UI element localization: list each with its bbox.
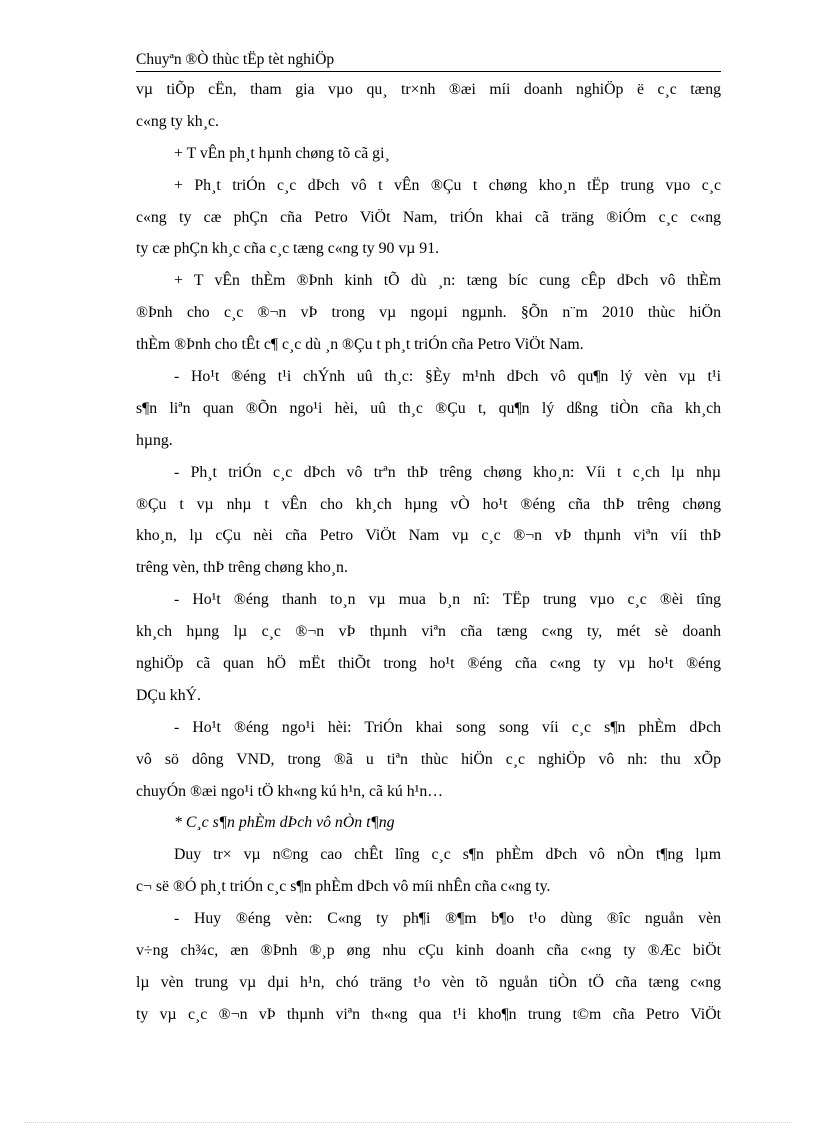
section-heading: * C¸c s¶n phÈm dÞch vô nÒn t¶ng xyxy=(174,814,395,832)
text-line: thÈm ®Þnh cho tÊt c¶ c¸c dù ¸n ®Çu t ph¸t triÓn cña Petro ViÖt Nam. xyxy=(136,336,584,354)
text-line: + T vÊn ph¸t hµnh chøng tõ cã gi¸ xyxy=(174,144,390,162)
text-line: DÇu khÝ. xyxy=(136,686,201,704)
text-line: kh¸ch hµng lµ c¸c ®¬n vÞ thµnh viªn cña tæng c«ng ty, mét sè doanh xyxy=(136,623,721,641)
text-line: - Ho¹t ®éng ngo¹i hèi: TriÓn khai song song víi c¸c s¶n phÈm dÞch xyxy=(174,718,721,736)
text-line: lµ vèn trung vµ dµi h¹n, chó träng t¹o vèn tõ nguån tiÒn tÖ cña tæng c«ng xyxy=(136,973,721,991)
text-line: chuyÓn ®æi ngo¹i tÖ kh«ng kú h¹n, cã kú h¹n… xyxy=(136,782,444,800)
text-line: kho¸n, lµ cÇu nèi cña Petro ViÖt Nam vµ c¸c ®¬n vÞ thµnh viªn víi thÞ xyxy=(136,527,721,545)
text-line: v÷ng ch¾c, æn ®Þnh ®¸p øng nhu cÇu kinh doanh cña c«ng ty ®Æc biÖt xyxy=(136,942,721,960)
text-line: ®Þnh cho c¸c ®¬n vÞ trong vµ ngoµi ngµnh. §Õn n¨m 2010 thùc hiÖn xyxy=(136,304,721,322)
text-line: s¶n liªn quan ®Õn ngo¹i hèi, uû th¸c ®Çu t, qu¶n lý dßng tiÒn cña kh¸ch xyxy=(136,399,721,417)
text-line: vµ tiÕp cËn, tham gia vµo qu¸ tr×nh ®æi míi doanh nghiÖp ë c¸c tæng xyxy=(136,81,721,98)
text-line: nghiÖp cã quan hÖ mËt thiÕt trong ho¹t ®éng cña c«ng ty vµ ho¹t ®éng xyxy=(136,655,721,673)
text-line: + T vÊn thÈm ®Þnh kinh tÕ dù ¸n: tæng bíc cung cÊp dÞch vô thÈm xyxy=(174,272,721,290)
text-line: vô sö dông VND, trong ®ã u tiªn thùc hiÖn c¸c nghiÖp vô nh: thu xÕp xyxy=(136,750,721,768)
text-line: Duy tr× vµ n©ng cao chÊt lîng c¸c s¶n phÈm dÞch vô nÒn t¶ng lµm xyxy=(174,846,721,864)
text-line: - Ho¹t ®éng thanh to¸n vµ mua b¸n nî: TËp trung vµo c¸c ®èi tîng xyxy=(174,591,721,609)
text-line: + Ph¸t triÓn c¸c dÞch vô t vÊn ®Çu t chøng kho¸n tËp trung vµo c¸c xyxy=(174,176,721,194)
text-line: - Ph¸t triÓn c¸c dÞch vô trªn thÞ trêng chøng kho¸n: Víi t c¸ch lµ nhµ xyxy=(174,463,721,481)
text-line: hµng. xyxy=(136,431,173,449)
document-body xyxy=(136,74,721,1031)
text-line: ty cæ phÇn kh¸c cña c¸c tæng c«ng ty 90 vµ 91. xyxy=(136,240,440,258)
text-line: c«ng ty kh¸c. xyxy=(136,112,219,130)
text-line: - Huy ®éng vèn: C«ng ty ph¶i ®¶m b¶o t¹o dùng ®îc nguån vèn xyxy=(174,910,721,928)
text-line: c¬ së ®Ó ph¸t triÓn c¸c s¶n phÈm dÞch vô míi nhÊn cña c«ng ty. xyxy=(136,878,551,896)
text-line: ®Çu t vµ nhµ t vÊn cho kh¸ch hµng vÒ ho¹t ®éng cña thÞ trêng chøng xyxy=(136,495,721,513)
text-line: c«ng ty cæ phÇn cña Petro ViÖt Nam, triÓn khai cã träng ®iÓm c¸c c«ng xyxy=(136,208,721,226)
text-line: - Ho¹t ®éng t¹i chÝnh uû th¸c: §Èy m¹nh dÞch vô qu¶n lý vèn vµ t¹i xyxy=(174,368,721,386)
header-divider xyxy=(136,71,721,72)
text-line: ty vµ c¸c ®¬n vÞ thµnh viªn th«ng qua t¹i kho¶n trung t©m cña Petro ViÖt xyxy=(136,1005,721,1023)
page-header-title: Chuyªn ®Ò thùc tËp tèt nghiÖp xyxy=(136,51,335,68)
text-line: trêng vèn, thÞ trêng chøng kho¸n. xyxy=(136,559,348,577)
